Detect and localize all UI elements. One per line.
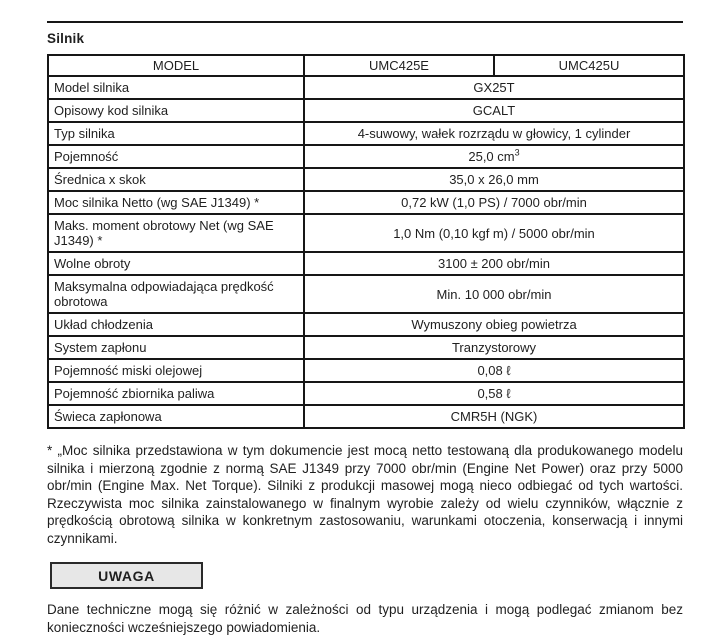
spec-value: 0,72 kW (1,0 PS) / 7000 obr/min [304,191,684,214]
power-footnote: * „Moc silnika przedstawiona w tym dokumencie jest mocą netto testowaną dla produkowanego modelu silnika i mierzoną zgodnie z normą SAE J1349 przy 7000 obr/min (Engine Net Power) oraz przy 5000 obr/min (Engine Max. Net Torque). Silniki z produkcji masowej mogą nieco odbiegać od tych wartości. Rzeczywista moc silnika zainstalowanego w finalnym wyrobie zależy od wielu czynników, włącznie z prędkością obrotową silnika w konkretnym zastosowaniu, warunkami otoczenia, konserwacją i innymi czynnikami. [47,443,683,546]
table-row [48,275,684,313]
spec-label: Średnica x skok [48,168,304,191]
header-model-umc425u: UMC425U [494,55,684,76]
table-row [48,168,684,191]
unit-superscript: 3 [514,147,520,158]
spec-label: Maksymalna odpowiadająca prędkość obrotowa [48,275,304,313]
spec-value: GX25T [304,76,684,99]
header-model-label: MODEL [48,55,304,76]
spec-label: Świeca zapłonowa [48,405,304,428]
table-row [48,359,684,382]
notice-box [50,562,203,589]
table-row [48,336,684,359]
spec-value: 25,0 $cm^3$ [304,145,684,168]
notice-label: UWAGA [98,567,155,584]
spec-label: Typ silnika [48,122,304,145]
spec-value: 0,08 ℓ [304,359,684,382]
engine-spec-table [47,54,685,429]
page-content [47,0,683,635]
spec-label: Pojemność miski olejowej [48,359,304,382]
top-horizontal-rule [47,21,683,23]
spec-label: Moc silnika Netto (wg SAE J1349) * [48,191,304,214]
table-row [48,99,684,122]
table-row [48,382,684,405]
table-row [48,76,684,99]
spec-value: CMR5H (NGK) [304,405,684,428]
spec-value: 4-suwowy, wałek rozrządu w głowicy, 1 cylinder [304,122,684,145]
spec-label: Model silnika [48,76,304,99]
spec-label: Maks. moment obrotowy Net (wg SAE J1349) * [48,214,304,252]
table-row [48,122,684,145]
spec-value: 35,0 x 26,0 mm [304,168,684,191]
table-row [48,313,684,336]
spec-value: Min. 10 000 obr/min [304,275,684,313]
spec-value: GCALT [304,99,684,122]
table-row [48,405,684,428]
spec-label: Pojemność zbiornika paliwa [48,382,304,405]
header-model-umc425e: UMC425E [304,55,494,76]
table-header-row [48,55,684,76]
section-heading: Silnik [47,31,85,46]
spec-table-body [48,76,684,428]
table-row [48,145,684,168]
table-row [48,191,684,214]
spec-label: Układ chłodzenia [48,313,304,336]
table-row [48,252,684,275]
spec-value: Tranzystorowy [304,336,684,359]
spec-label: Wolne obroty [48,252,304,275]
spec-label: Opisowy kod silnika [48,99,304,122]
spec-value: 0,58 ℓ [304,382,684,405]
spec-value: 3100 ± 200 obr/min [304,252,684,275]
spec-value: 1,0 Nm (0,10 kgf m) / 5000 obr/min [304,214,684,252]
spec-label: System zapłonu [48,336,304,359]
spec-label: Pojemność [48,145,304,168]
disclaimer-note: Dane techniczne mogą się różnić w zależności od typu urządzenia i mogą podlegać zmianom bez konieczności wcześniejszego powiadomienia. [47,602,683,635]
table-row [48,214,684,252]
spec-value: Wymuszony obieg powietrza [304,313,684,336]
